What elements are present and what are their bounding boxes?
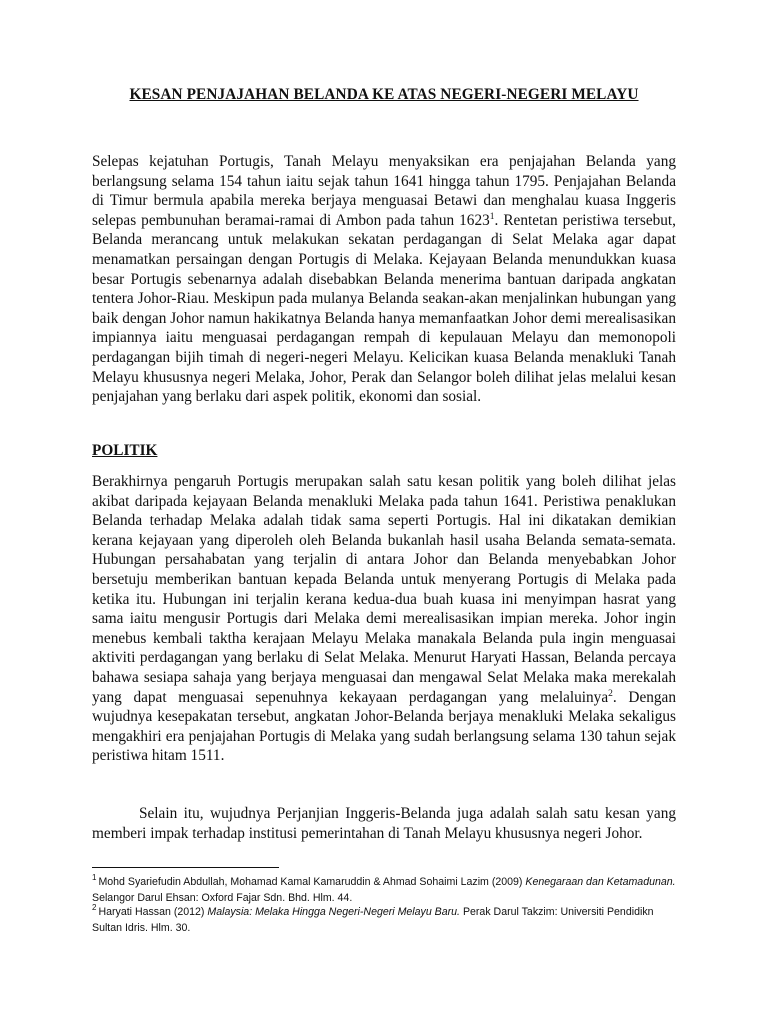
politik-paragraph-1 — [92, 472, 676, 766]
footnote-2-number: 2 — [92, 903, 97, 913]
footnote-2-text-part-2: Perak Darul Takzim: Universiti Pendidikn Sultan Idris. Hlm. 30. — [92, 906, 654, 934]
footnote-reference-1[interactable]: 1 — [489, 211, 495, 222]
footnote-1-text-part-1: Mohd Syariefudin Abdullah, Mohamad Kamal Kamaruddin & Ahmad Sohaimi Lazim (2009) — [98, 876, 526, 888]
footnote-1-book-title: Kenegaraan dan Ketamadunan. — [525, 876, 676, 888]
politik-paragraph-1-part-1: Berakhirnya pengaruh Portugis merupakan salah satu kesan politik yang boleh dilihat jelas akibat daripada kejayaan Belanda menakluki Melaka pada tahun 1641. Peristiwa penaklukan Belanda terhadap Melaka adalah tidak sama seperti Portugis. Hal ini dikatakan demikian kerana kejayaan yang diperoleh oleh Belanda bukanlah hasil usaha Belanda semata-semata. Hubungan persahabatan yang terjalin di antara Johor dan Belanda menyebabkan Johor bersetuju memberikan bantuan kepada Belanda untuk menyerang Portugis di Melaka pada ketika itu. Hubungan ini terjalin kerana kedua-dua buah kuasa ini menyimpan hasrat yang sama iaitu mengusir Portugis dari Melaka demi merealisasikan impian mereka. Johor ingin menebus kembali taktha kerajaan Melayu Melaka manakala Belanda pula ingin menguasai aktiviti perdagangan yang berlaku di Selat Melaka. Menurut Haryati Hassan, Belanda percaya bahawa sesiapa sahaja yang berjaya menguasai dan mengawal Selat Melaka maka merekalah yang dapat menguasai sepenuhnya kekayaan perdagangan yang melaluinya — [92, 473, 676, 706]
footnote-reference-2[interactable]: 2 — [608, 688, 613, 699]
document-title: KESAN PENJAJAHAN BELANDA KE ATAS NEGERI-NEGERI MELAYU — [129, 86, 639, 103]
intro-text-part-2: . Rentetan peristiwa tersebut, Belanda merancang untuk melakukan sekatan perdagangan di Selat Melaka agar dapat menamatkan persaingan dengan Portugis di Melaka. Kejayaan Belanda menundukkan kuasa besar Portugis sebenarnya adalah disebabkan Belanda menerima bantuan daripada angkatan tentera Johor-Riau. Meskipun pada mulanya Belanda seakan-akan menjalinkan hubungan yang baik dengan Johor namun hakikatnya Belanda hanya memanfaatkan Johor demi merealisasikan impiannya iaitu menguasai perdagangan rempah di kepulauan Melayu dan memonopoli perdagangan bijih timah di negeri-negeri Melayu. Kelicikan kuasa Belanda menakluki Tanah Melayu khususnya negeri Melaka, Johor, Perak dan Selangor boleh dilihat jelas melalui kesan penjajahan yang berlaku dari aspek politik, ekonomi dan sosial. — [92, 211, 676, 406]
politik-paragraph-2: Selain itu, wujudnya Perjanjian Inggeris-Belanda juga adalah salah satu kesan yang memberi impak terhadap institusi pemerintahan di Tanah Melayu khususnya negeri Johor. — [92, 805, 676, 842]
politik-paragraph-1-part-2: . Dengan wujudnya kesepakatan tersebut, angkatan Johor-Belanda berjaya menakluki Melaka sekaligus mengakhiri era penjajahan Portugis di Melaka yang sudah berlangsung selama 130 tahun sejak peristiwa hitam 1511. — [92, 688, 676, 765]
footnote-1-number: 1 — [92, 873, 97, 883]
footnote-2-text-part-1: Haryati Hassan (2012) — [98, 906, 208, 918]
section-heading-politik: POLITIK — [92, 442, 158, 459]
footnote-separator — [92, 867, 279, 868]
intro-text-part-1: Selepas kejatuhan Portugis, Tanah Melayu menyaksikan era penjajahan Belanda yang berlangsung selama 154 tahun iaitu sejak tahun 1641 hingga tahun 1795. Penjajahan Belanda di Timur bermula apabila mereka berjaya menguasai Betawi dan menghalau kuasa Inggeris selepas pembunuhan beramai-ramai di Ambon pada tahun 1623 — [92, 153, 676, 229]
intro-paragraph — [92, 152, 676, 407]
footnote-2-book-title: Malaysia: Melaka Hingga Negeri-Negeri Melayu Baru. — [207, 906, 460, 918]
footnote-1 — [92, 875, 682, 906]
footnote-1-text-part-2: Selangor Darul Ehsan: Oxford Fajar Sdn. Bhd. Hlm. 44. — [92, 891, 353, 904]
footnote-2 — [92, 905, 682, 936]
